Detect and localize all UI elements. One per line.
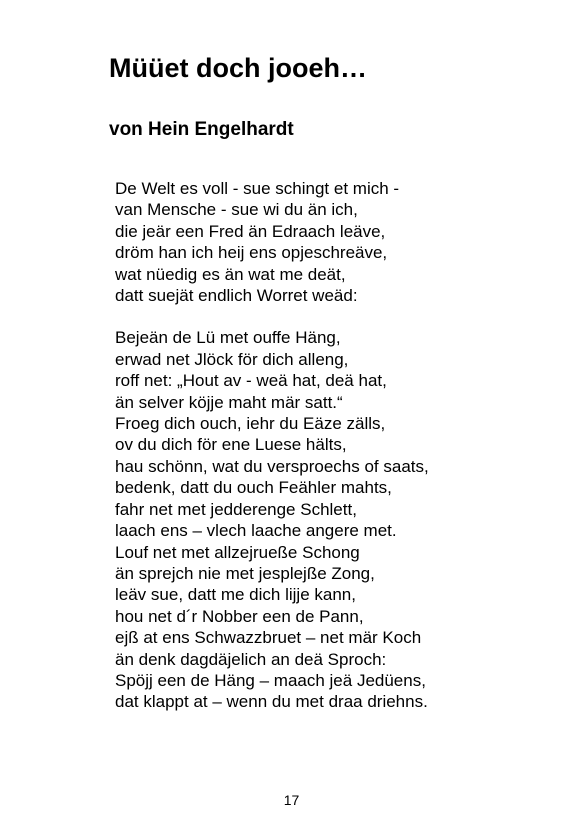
poem-line: hou net d´r Nobber een de Pann,: [115, 606, 364, 626]
poem-line: ov du dich för ene Luese hälts,: [115, 435, 347, 455]
poem-line: dröm han ich heij ens opjeschreäve,: [115, 243, 388, 263]
poem-line: datt suejät endlich Worret weäd:: [115, 286, 358, 306]
poem-line: Spöjj een de Häng – maach jeä Jedüens,: [115, 670, 426, 690]
poem-line: erwad net Jlöck för dich alleng,: [115, 349, 349, 369]
poem-line: fahr net met jedderenge Schlett,: [115, 499, 357, 519]
poem-line: än sprejch nie met jesplejße Zong,: [115, 563, 375, 583]
poem-title: Müüet doch jooeh…: [109, 53, 367, 83]
poem-line: hau schönn, wat du versproechs of saats,: [115, 456, 429, 476]
poem-body: [115, 178, 555, 734]
poem-line: Louf net met allzejrueße Schong: [115, 542, 360, 562]
poem-line: Bejeän de Lü met ouffe Häng,: [115, 328, 341, 348]
poem-line: ejß at ens Schwazzbruet – net mär Koch: [115, 628, 422, 648]
poem-line: än denk dagdäjelich an deä Sproch:: [115, 649, 387, 669]
stanza-2: [115, 327, 555, 712]
poem-line: leäv sue, datt me dich lijje kann,: [115, 585, 356, 605]
stanza-1: [115, 178, 555, 306]
poem-author: von Hein Engelhardt: [109, 119, 294, 140]
poem-line: laach ens – vlech laache angere met.: [115, 521, 397, 541]
poem-line: än selver köjje maht mär satt.“: [115, 392, 343, 412]
poem-line: De Welt es voll - sue schingt et mich -: [115, 179, 400, 198]
poem-line: wat nüedig es än wat me deät,: [115, 264, 346, 284]
poem-line: Froeg dich ouch, iehr du Eäze zälls,: [115, 414, 386, 434]
poem-line: van Mensche - sue wi du än ich,: [115, 200, 358, 220]
poem-line: die jeär een Fred än Edraach leäve,: [115, 221, 386, 241]
poem-line: dat klappt at – wenn du met draa driehns.: [115, 692, 428, 712]
poem-line: roff net: „Hout av - weä hat, deä hat,: [115, 371, 387, 391]
poem-line: bedenk, datt du ouch Feähler mahts,: [115, 478, 392, 498]
page-number: 17: [283, 792, 300, 808]
